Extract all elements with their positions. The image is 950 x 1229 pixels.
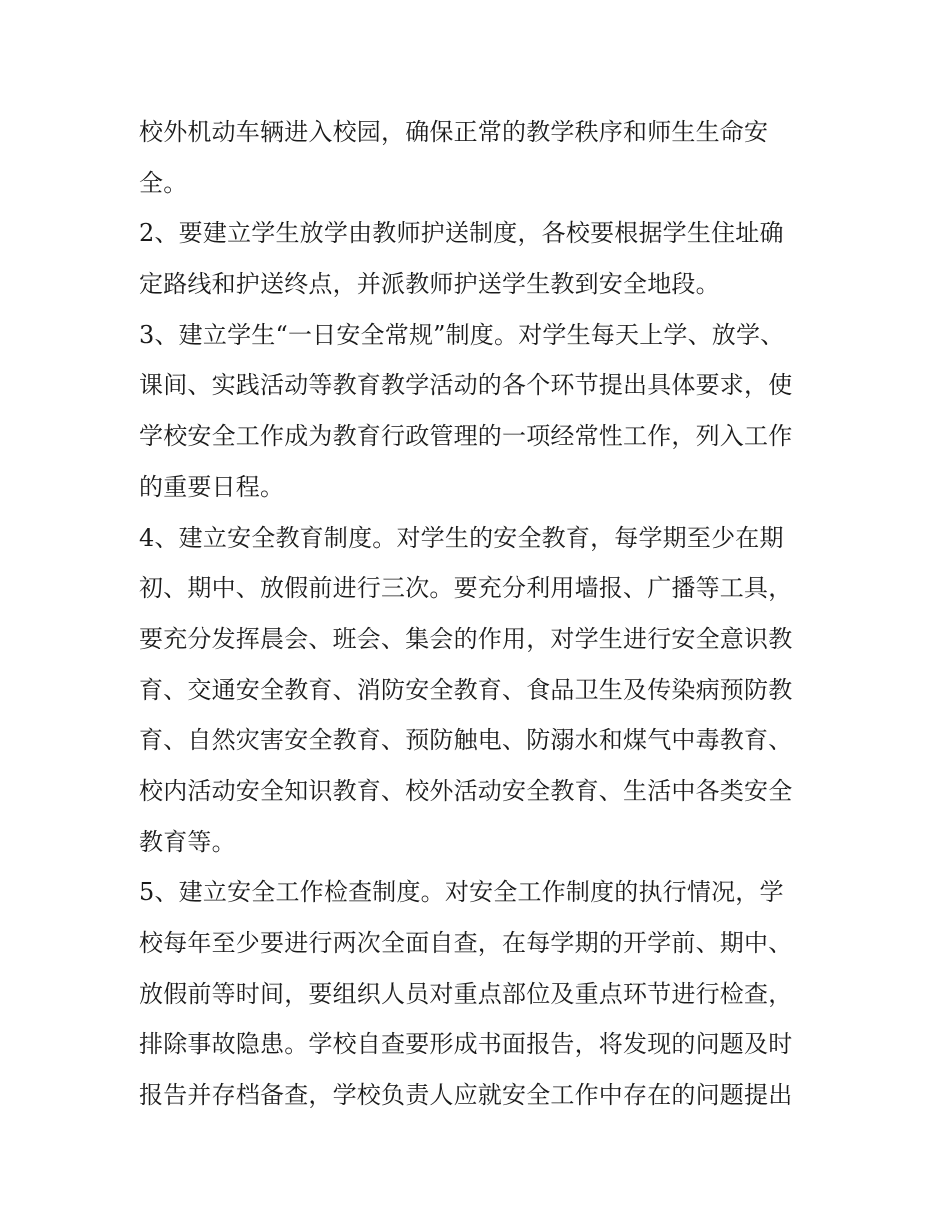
body-text [139, 107, 819, 1121]
text-line: 初、期中、放假前进行三次。要充分利用墙报、广播等工具， [139, 574, 793, 603]
text-line: 育、交通安全教育、消防安全教育、食品卫生及传染病预防教 [139, 675, 793, 704]
text-line: 报告并存档备查，学校负责人应就安全工作中存在的问题提出 [139, 1081, 793, 1110]
text-line: 2、要建立学生放学由教师护送制度，各校要根据学生住址确 [139, 219, 784, 248]
text-line: 学校安全工作成为教育行政管理的一项经常性工作，列入工作 [139, 422, 793, 451]
text-line: 校内活动安全知识教育、校外活动安全教育、生活中各类安全 [139, 776, 793, 805]
text-line: 课间、实践活动等教育教学活动的各个环节提出具体要求，使 [139, 371, 793, 400]
text-line: 定路线和护送终点，并派教师护送学生教到安全地段。 [139, 270, 720, 299]
text-line: 全。 [139, 168, 188, 197]
text-line: 校外机动车辆进入校园，确保正常的教学秩序和师生生命安 [139, 118, 769, 146]
text-line: 4、建立安全教育制度。对学生的安全教育，每学期至少在期 [139, 523, 784, 552]
text-line: 5、建立安全工作检查制度。对安全工作制度的执行情况，学 [139, 878, 784, 907]
text-line: 排除事故隐患。学校自查要形成书面报告，将发现的问题及时 [139, 1030, 793, 1059]
text-line: 校每年至少要进行两次全面自查，在每学期的开学前、期中、 [139, 929, 793, 957]
text-line: 要充分发挥晨会、班会、集会的作用，对学生进行安全意识教 [139, 624, 793, 653]
text-line: 教育等。 [139, 827, 236, 856]
text-line: 3、建立学生“一日安全常规”制度。对学生每天上学、放学、 [139, 320, 785, 349]
text-line: 的重要日程。 [139, 472, 285, 501]
text-line: 育、自然灾害安全教育、预防触电、防溺水和煤气中毒教育、 [139, 726, 793, 755]
text-line: 放假前等时间，要组织人员对重点部位及重点环节进行检查， [139, 979, 793, 1008]
